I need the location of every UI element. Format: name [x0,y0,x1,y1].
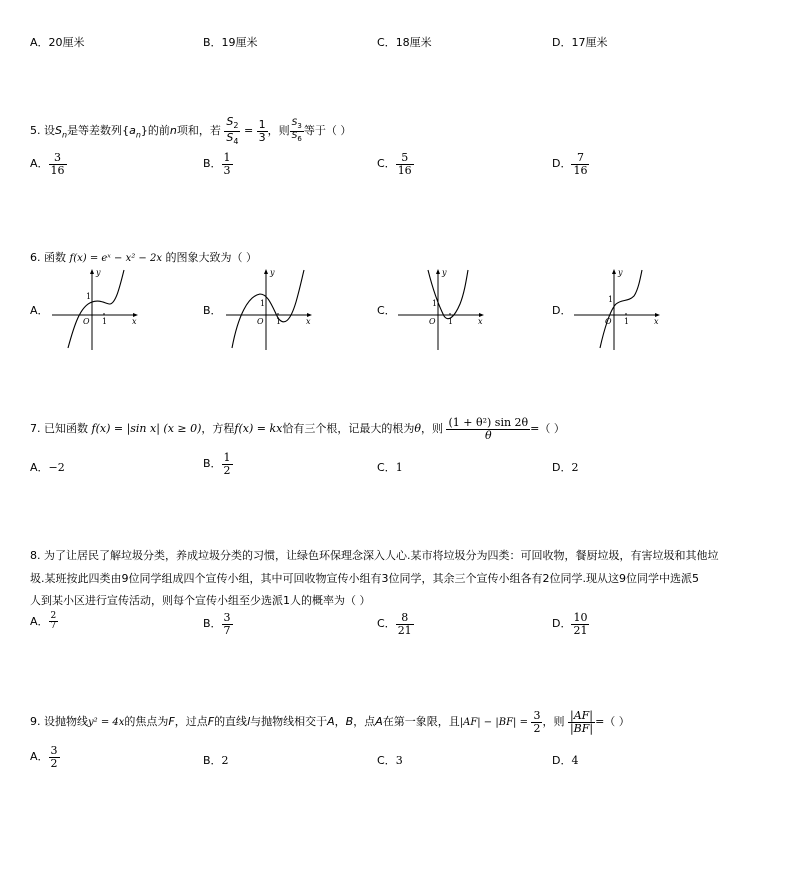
y-axis-arrow [436,269,440,274]
q7-option-a [30,459,65,475]
q9-option-d [552,752,578,768]
q5-stem [30,116,351,146]
y-axis-arrow [264,269,268,274]
frac-num: 2 [50,611,57,621]
stem-text: 已知函数 [44,422,88,436]
frac-num: 1 [258,118,266,132]
function-formula: f(x) = |sin x| (x ≥ 0) [91,422,202,436]
option-label: D． [552,617,572,631]
q6-graph-d [570,266,662,350]
q8-line-1: 8. 为了让居民了解垃圾分类，养成垃圾分类的习惯，让绿色环保理念深入人心.某市将垃圾分为四类：可回收物，餐厨垃圾，有害垃圾和其他垃 [30,549,719,562]
stem-text: ，方程 [201,422,235,436]
option-label: A． [30,750,49,764]
question-number: 6. [30,251,41,264]
difference-value [531,710,542,734]
stem-text: 位同学中选派 [626,572,692,585]
tick-label: 1 [624,317,630,326]
stem-text: 的直线 [214,715,248,729]
option-label: C． [377,461,396,474]
math-var: S [55,124,62,138]
option-text: 1 [395,461,403,474]
stem-text: 设抛物线 [44,715,88,729]
option-text: 17厘米 [571,36,608,49]
frac-den: 3 [223,163,231,177]
frac-num: 1 [223,451,231,464]
stem-text: 与抛物线相交于 [250,715,328,729]
option-label: A． [30,157,49,171]
y-intercept-label: 1 [608,295,614,304]
option-label: C． [377,754,396,767]
stem-text: 位同学组成四个宣传小组，其中可回收物宣传小组有 [128,572,382,585]
q9-option-a [30,745,60,769]
q6-option-a-label: A． [30,304,49,317]
q9-option-c [377,752,403,768]
option-label: B． [203,754,222,767]
option-label: B． [203,617,222,631]
stem-text: ，则 [267,124,290,138]
y-label: y [270,268,275,277]
stem-text: 项和，若 [176,124,221,138]
frac-num: 5 [396,152,414,165]
equation: f(x) = kx [234,422,283,436]
math-sym: { [122,124,130,138]
ratio-af-bf [568,710,595,734]
stem-text: ，则 [420,422,443,436]
x-label: x [306,317,311,326]
frac-den: 7 [223,623,231,637]
option-label: C． [377,157,396,171]
q5-option-c [377,152,414,176]
origin-label: O [605,317,612,326]
frac-num: 10 [573,611,588,624]
q9-option-b [203,752,229,768]
frac-den: 16 [50,163,65,177]
q4-option-b [203,34,258,50]
math-sub: 3 [297,122,302,131]
y-label: y [618,268,623,277]
parabola-equation: y² = 4x [88,717,125,729]
stem-text: 的图象大致为（ ） [165,251,257,264]
q5-option-a [30,152,67,176]
origin-label: O [257,317,264,326]
math-var: S [226,115,234,128]
y-intercept-label: 1 [86,292,92,301]
function-formula: f(x) = eˣ − x² − 2x [69,253,162,264]
q4-option-c [377,34,432,50]
stem-text: ，点 [353,715,376,729]
option-fraction [396,612,414,636]
math-sub: n [61,130,68,140]
distance-difference: |AF| − |BF| = [459,717,528,729]
stem-text: 等于（ ） [303,124,352,138]
math-sub: 2 [233,121,239,131]
q7-option-b [203,452,233,476]
q8-option-d [552,612,589,636]
math-sub: n [135,130,141,140]
math-var: l [247,715,251,729]
math-var: F [207,715,215,729]
q8-line-3 [30,592,371,608]
q9-stem [30,710,630,734]
q8-line-2 [30,570,699,586]
q8-option-c [377,612,414,636]
tick-label: 1 [448,317,454,326]
option-text: 20厘米 [48,36,85,49]
q6-stem [30,249,257,265]
option-label: A． [30,36,49,49]
y-label: y [96,268,101,277]
number: 3 [381,572,389,585]
option-label: D． [552,754,572,767]
option-text: 18厘米 [395,36,432,49]
q6-graph-a [48,266,140,350]
question-number: 9. [30,715,41,729]
q7-stem [30,417,565,441]
option-label: D． [552,36,572,49]
stem-text: 圾.某班按此四类由 [30,572,122,585]
frac-den: 16 [573,163,588,177]
option-fraction [571,152,589,176]
number: 9 [121,572,129,585]
q8-option-b [203,612,233,636]
stem-text: 恰有三个根，记最大的根为 [282,422,415,436]
option-fraction [571,612,589,636]
stem-text: 设 [44,124,55,138]
ratio-s2-s4 [224,116,240,146]
stem-text: =（ ） [530,422,565,436]
number: 2 [542,572,550,585]
math-var: n [169,124,177,138]
frac-den: 2 [533,721,541,735]
frac-den: 7 [50,621,57,632]
stem-text: =（ ） [595,715,630,729]
curve [232,270,304,348]
stem-text: 在第一象限，且 [382,715,460,729]
math-var: S [291,130,298,141]
math-sub: 4 [233,136,239,146]
math-var: S [291,118,298,129]
option-label: A． [30,461,49,474]
frac-num: 3 [533,709,541,722]
y-intercept-label: 1 [432,299,438,308]
q7-option-c [377,459,403,475]
option-text: −2 [48,461,65,474]
option-fraction [49,152,67,176]
option-fraction [222,152,233,176]
stem-text: 的焦点为 [124,715,169,729]
q6-graph-b [222,266,314,350]
frac-num: 8 [396,612,414,625]
option-fraction [222,452,233,476]
option-label: B． [203,157,222,171]
option-label: B． [203,457,222,471]
option-text: 2 [221,754,229,767]
stem-text: 位同学.现从这 [549,572,619,585]
ratio-s3-s6 [290,119,304,142]
x-label: x [132,317,137,326]
option-text: 3 [395,754,403,767]
y-label: y [442,268,447,277]
y-axis-arrow [90,269,94,274]
stem-text: 人的概率为（ ） [290,594,371,607]
math-var: a [129,124,136,138]
q6-option-b-label: B． [203,304,222,317]
frac-num: 3 [50,744,58,757]
number: 1 [283,594,290,607]
q4-option-d [552,34,607,50]
stem-text: 是等差数列 [67,124,123,138]
q7-option-d [552,459,578,475]
expression-fraction [446,417,530,441]
math-sub: 6 [297,134,302,143]
curve [68,270,124,348]
frac-den: |BF| [569,721,594,735]
option-label: D． [552,157,572,171]
tick-label: 1 [102,317,108,326]
q6-graph-c [394,266,486,350]
option-label: C． [377,617,396,631]
frac-den: 21 [573,623,588,637]
option-label: B． [203,36,222,49]
option-text: 19厘米 [221,36,258,49]
math-var: A [375,715,383,729]
q6-option-c-label: C． [377,304,396,317]
math-var: S [226,130,234,144]
frac-num: |AF| [568,710,595,723]
option-label: C． [377,36,396,49]
q6-option-d-label: D． [552,304,572,317]
frac-den: 16 [397,163,412,177]
option-label: A． [30,614,49,628]
q4-option-a [30,34,85,50]
option-label: D． [552,461,572,474]
option-fraction [222,612,233,636]
curve [428,270,468,319]
math-sym: = [243,124,254,138]
option-fraction [49,745,60,769]
question-number: 7. [30,422,41,436]
stem-text: 函数 [44,251,66,264]
question-number: 5. [30,124,41,138]
stem-text: 位同学，其余三个宣传小组各有 [388,572,543,585]
frac-num: 1 [223,151,231,164]
q5-option-d [552,152,589,176]
frac-den: 3 [258,130,266,144]
frac-den: θ [485,428,492,442]
frac-num: 3 [49,152,67,165]
q8-option-a [30,612,58,632]
y-axis-arrow [612,269,616,274]
origin-label: O [429,317,436,326]
y-intercept-label: 1 [260,299,266,308]
frac-den: 2 [50,756,58,770]
tick-label: 1 [276,317,282,326]
q5-option-b [203,152,233,176]
ratio-value [257,119,268,143]
stem-text: 的前 [147,124,170,138]
frac-num: (1 + θ²) sin 2θ [448,416,529,429]
frac-den: 21 [397,623,412,637]
math-var: B [345,715,354,729]
frac-num: 3 [223,611,231,624]
math-var: θ [414,422,421,436]
curve [600,270,642,348]
stem-text: ，过点 [174,715,208,729]
x-label: x [478,317,483,326]
option-text: 2 [571,461,579,474]
math-var: A [327,715,335,729]
option-fraction [49,612,59,632]
origin-label: O [83,317,90,326]
number: 5 [692,572,699,585]
frac-den: 2 [223,463,231,477]
number: 9 [619,572,626,585]
math-var: F [168,715,175,729]
option-text: 4 [571,754,579,767]
stem-text: ，则 [542,715,565,729]
x-label: x [654,317,659,326]
frac-num: 7 [571,152,589,165]
stem-text: 人到某小区进行宣传活动，则每个宣传小组至少选派 [30,594,283,607]
option-fraction [396,152,414,176]
stem-text: ， [334,715,346,729]
math-sym: } [140,124,148,138]
